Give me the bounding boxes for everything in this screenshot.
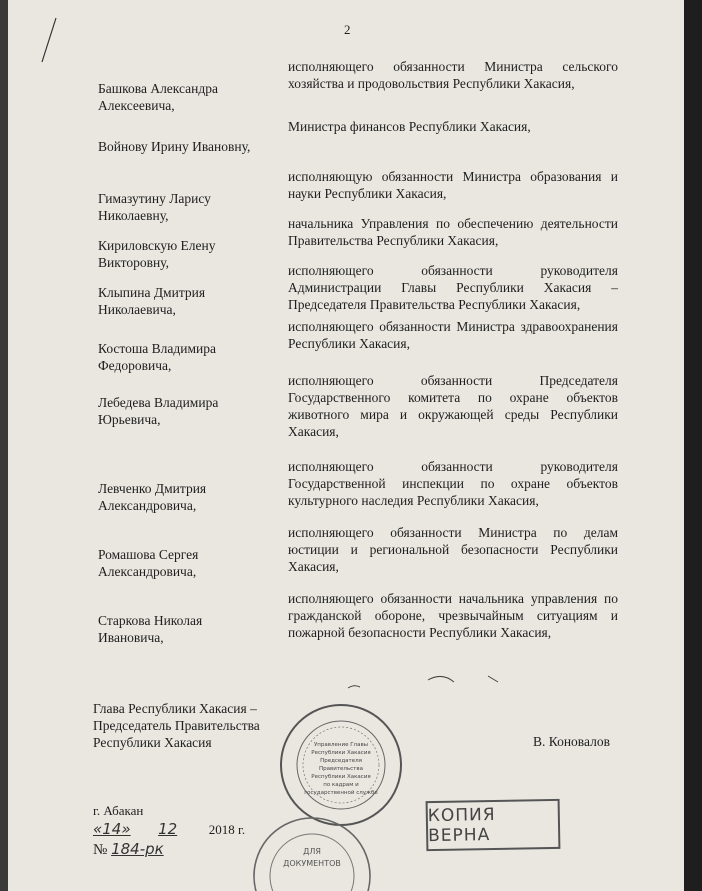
appointee-position: Министра финансов Республики Хакасия, <box>288 119 531 134</box>
appointee-name: Костоша Владимира Федоровича, <box>98 341 216 373</box>
date-day: «14» <box>93 820 131 838</box>
svg-text:Правительства: Правительства <box>319 766 363 772</box>
appointee-name: Лебедева Владимира Юрьевича, <box>98 395 219 427</box>
page-number: 2 <box>344 22 351 37</box>
appointee-name: Старкова Николая Ивановича, <box>98 613 203 645</box>
svg-text:государственной службе: государственной службе <box>304 790 378 796</box>
appointee-name: Башкова Александра Алексеевича, <box>98 81 219 113</box>
appointee-position: исполняющего обязанности начальника управления по гражданской обороне, чрезвычайным ситуациям и пожарной безопасности Республики Хакасия, <box>288 591 618 640</box>
svg-text:ДОКУМЕНТОВ: ДОКУМЕНТОВ <box>283 859 341 868</box>
svg-text:Республики Хакасия: Республики Хакасия <box>311 750 371 756</box>
signer-name: В. Коновалов <box>533 734 610 749</box>
appointee-name: Кириловскую Елену Викторовну, <box>98 238 216 270</box>
date-line <box>93 820 245 839</box>
date-month: 12 <box>158 820 178 838</box>
bottom-seal <box>250 806 380 891</box>
appointee-position: исполняющего обязанности Председателя Государственного комитета по охране объектов животного мира и окружающей среды Республики Хакасия, <box>288 373 618 439</box>
order-number <box>93 840 164 859</box>
appointee-position: исполняющего обязанности Министра по делам юстиции и региональной безопасности Республики Хакасия, <box>288 525 618 574</box>
appointee-name: Гимазутину Ларису Николаевну, <box>98 191 211 223</box>
svg-text:Управление Главы: Управление Главы <box>313 742 369 748</box>
copy-verified-stamp: КОПИЯ ВЕРНА <box>426 799 561 851</box>
appointee-position: исполняющего обязанности Министра сельского хозяйства и продовольствия Республики Хакасия, <box>288 59 618 91</box>
appointee-name: Ромашова Сергея Александровича, <box>98 547 199 579</box>
city: г. Абакан <box>93 803 144 818</box>
signature-scribble <box>348 676 498 688</box>
appointee-name: Левченко Дмитрия Александровича, <box>98 481 207 513</box>
svg-text:ДЛЯ: ДЛЯ <box>303 847 321 856</box>
date-year: 2018 г. <box>208 822 246 837</box>
appointee-position: исполняющую обязанности Министра образования и науки Республики Хакасия, <box>288 169 618 201</box>
appointee-position: исполняющего обязанности руководителя Администрации Главы Республики Хакасия – Председателя Правительства Республики Хакасия, <box>288 263 618 312</box>
scan-right-edge <box>684 0 702 891</box>
appointee-position: исполняющего обязанности Министра здравоохранения Республики Хакасия, <box>288 319 618 351</box>
signature-title: Глава Республики Хакасия – Председатель Правительства Республики Хакасия <box>93 701 260 750</box>
svg-text:Председателя: Председателя <box>320 758 362 764</box>
svg-text:Республики Хакасия: Республики Хакасия <box>311 774 371 780</box>
appointee-name: Войнову Ирину Ивановну, <box>98 139 251 154</box>
appointee-position: исполняющего обязанности руководителя Государственной инспекции по охране объектов культурного наследия Республики Хакасия, <box>288 459 618 508</box>
document-page <box>8 0 684 891</box>
svg-text:по кадрам и: по кадрам и <box>323 782 359 788</box>
appointee-name: Клыпина Дмитрия Николаевича, <box>98 285 206 317</box>
number-value: 184-рк <box>111 840 164 858</box>
number-prefix: № <box>93 842 108 858</box>
appointee-position: начальника Управления по обеспечению деятельности Правительства Республики Хакасия, <box>288 216 618 248</box>
scan-left-edge <box>0 0 8 891</box>
